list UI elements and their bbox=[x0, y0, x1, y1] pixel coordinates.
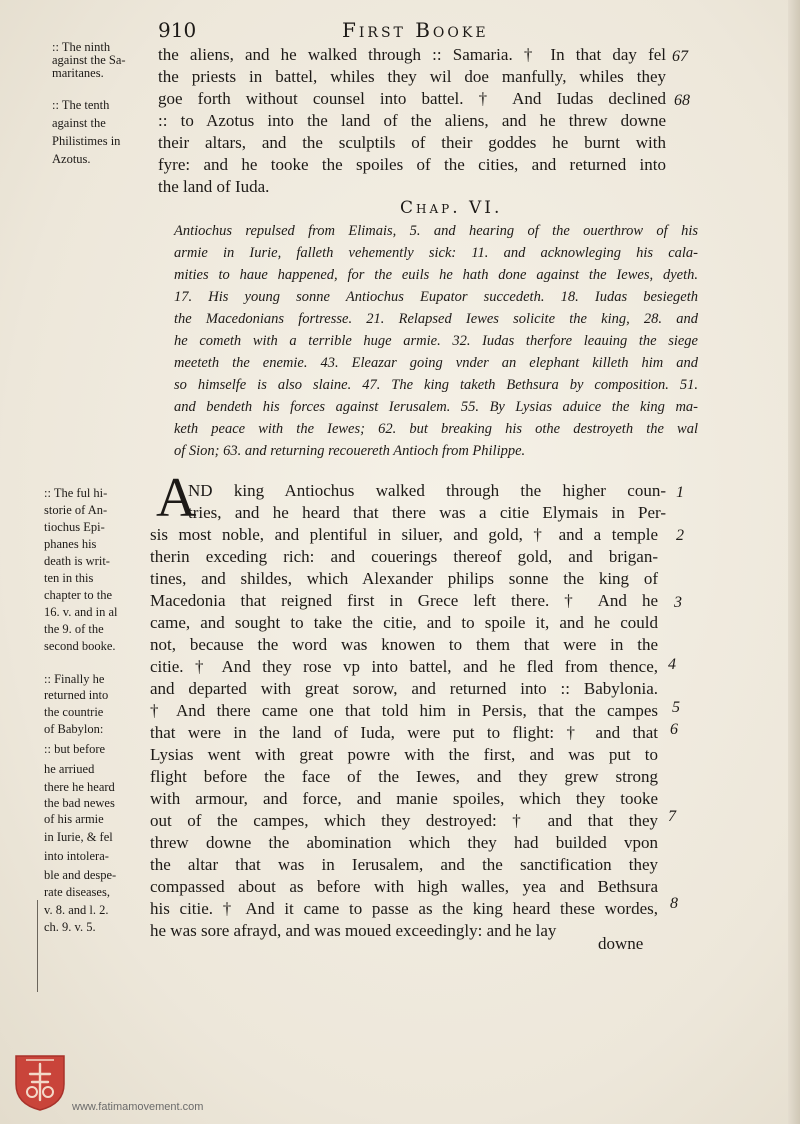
summary-line: the Macedonians fortresse. 21. Relapsed Iewes solicite the king, 28. and bbox=[174, 311, 698, 327]
summary-line: armie in Iurie, falleth vehemently sick: 11. and acknowleging his cala- bbox=[174, 245, 698, 261]
body-line: he was sore afrayd, and was moued exceedingly: and he lay bbox=[150, 921, 557, 940]
verse-number: 8 bbox=[670, 895, 678, 912]
margin-note-line: :: The ninth bbox=[52, 40, 111, 54]
body-line: the land of Iuda. bbox=[158, 177, 270, 196]
papal-seal-icon bbox=[12, 1050, 68, 1112]
margin-note-line: of Babylon: bbox=[44, 722, 104, 736]
summary-line: keth peace with the Iewes; 62. but breaking his othe destroyeth the wal bbox=[174, 421, 698, 437]
margin-note-line: in Iurie, & fel bbox=[44, 830, 113, 844]
margin-note-line: :: The ful hi- bbox=[44, 486, 108, 500]
margin-note-line: returned into bbox=[44, 688, 109, 702]
body-line: out of the campes, which they destroyed: † and that they bbox=[150, 811, 658, 830]
body-line: compassed about as before with high walles, yea and Bethsura bbox=[150, 877, 658, 896]
body-line: flight before the face of the Iewes, and they grew strong bbox=[150, 767, 658, 786]
margin-note-line: there he heard bbox=[44, 780, 115, 794]
margin-note-line: :: The tenth bbox=[52, 98, 110, 112]
page-header bbox=[0, 14, 800, 44]
margin-note-line: v. 8. and l. 2. bbox=[44, 903, 109, 917]
margin-note-line: chapter to the bbox=[44, 588, 113, 602]
summary-line: of Sion; 63. and returning recouereth Antioch from Philippe. bbox=[174, 443, 526, 459]
margin-note-line: death is writ- bbox=[44, 554, 110, 568]
margin-note-line: Philistimes in bbox=[52, 134, 121, 148]
body-line: citie. † And they rose vp into battel, and he fled from thence, bbox=[150, 657, 658, 676]
margin-note-line: of his armie bbox=[44, 812, 104, 826]
body-line: tines, and shildes, which Alexander philips sonne the king of bbox=[150, 569, 658, 588]
body-line: † And there came one that told him in Persis, that the campes bbox=[150, 701, 658, 720]
book-spine-edge bbox=[788, 0, 800, 1124]
body-line: came, and sought to take the citie, and to spoile it, and he could bbox=[150, 613, 658, 632]
body-line: his citie. † And it came to passe as the king heard these wordes, bbox=[150, 899, 658, 918]
drop-cap: A bbox=[156, 467, 197, 529]
margin-note-line: phanes his bbox=[44, 537, 97, 551]
margin-note-line: against the Sa- bbox=[52, 53, 126, 67]
verse-number: 5 bbox=[672, 699, 680, 716]
page-number: 910 bbox=[158, 18, 197, 42]
summary-line: he cometh with a terrible huge armie. 32. Iudas therfore leauing the siege bbox=[174, 333, 698, 349]
catchword: downe bbox=[598, 934, 644, 953]
margin-note-line: maritanes. bbox=[52, 66, 104, 80]
body-line: not, because the word was knowen to them that were in the bbox=[150, 635, 658, 654]
summary-line: so himselfe is also slaine. 47. The king taketh Bethsura by composition. 51. bbox=[174, 377, 698, 393]
margin-note-line: rate diseases, bbox=[44, 885, 110, 899]
body-line: tries, and he heard that there was a citie Elymais in Per- bbox=[188, 503, 666, 522]
watermark-url: www.fatimamovement.com bbox=[72, 1101, 204, 1113]
margin-note-line: second booke. bbox=[44, 639, 116, 653]
margin-note-line: tiochus Epi- bbox=[44, 520, 105, 534]
summary-line: mities to haue happened, for the euils he hath done against the Iewes, dyeth. bbox=[174, 267, 698, 283]
body-line: Lysias went with great powre with the first, and was put to bbox=[150, 745, 658, 764]
margin-note-line: the bad newes bbox=[44, 796, 115, 810]
margin-note-line: into intolera- bbox=[44, 849, 109, 863]
margin-note-line: storie of An- bbox=[44, 503, 108, 517]
summary-line: meeteth the enemie. 43. Eleazar going vnder an elephant killeth him and bbox=[174, 355, 698, 371]
summary-line: 17. His young sonne Antiochus Eupator succedeth. 18. Iudas besiegeth bbox=[174, 289, 698, 305]
running-head: First Booke bbox=[342, 18, 489, 42]
body-line: sis most noble, and plentiful in siluer, and gold, † and a temple bbox=[150, 525, 658, 544]
verse-number: 68 bbox=[674, 92, 690, 109]
body-line: the priests in battel, whiles they wil doe manfully, whiles they bbox=[158, 67, 666, 86]
body-line: that were in the land of Iuda, were put to flight: † and that bbox=[150, 723, 658, 742]
verse-number: 6 bbox=[670, 721, 678, 738]
margin-note-line: ch. 9. v. 5. bbox=[44, 920, 96, 934]
margin-note-line: the countrie bbox=[44, 705, 104, 719]
body-line: therin exceding rich: and couerings thereof gold, and brigan- bbox=[150, 547, 658, 566]
body-line: threw downe the abomination which they had builded vpon bbox=[150, 833, 658, 852]
verse-number: 2 bbox=[676, 527, 684, 544]
margin-note-line: ten in this bbox=[44, 571, 94, 585]
body-line: with armour, and force, and manie spoiles, which they tooke bbox=[150, 789, 658, 808]
body-line: fyre: and he tooke the spoiles of the cities, and returned into bbox=[158, 155, 666, 174]
verse-number: 7 bbox=[668, 808, 676, 825]
body-line: goe forth without counsel into battel. † And Iudas declined bbox=[158, 89, 666, 108]
verse-number: 3 bbox=[674, 594, 682, 611]
margin-note-line: he arriued bbox=[44, 762, 95, 776]
verse-number: 4 bbox=[668, 656, 676, 673]
body-line: :: to Azotus into the land of the aliens, and he threw downe bbox=[158, 111, 666, 130]
verse-number: 67 bbox=[672, 48, 688, 65]
margin-note-line: :: but before bbox=[44, 742, 106, 756]
summary-line: and bendeth his forces against Ierusalem. 55. By Lysias aduice the king ma- bbox=[174, 399, 698, 415]
body-line: and departed with great sorow, and returned into :: Babylonia. bbox=[150, 679, 658, 698]
body-line: the altar that was in Ierusalem, and the sanctification they bbox=[150, 855, 658, 874]
margin-note-line: against the bbox=[52, 116, 106, 130]
chapter-heading: Chap. VI. bbox=[400, 198, 503, 218]
margin-note-line: the 9. of the bbox=[44, 622, 104, 636]
margin-note-line: ble and despe- bbox=[44, 868, 117, 882]
body-line: Macedonia that reigned first in Grece left there. † And he bbox=[150, 591, 658, 610]
margin-rule bbox=[37, 900, 38, 992]
verse-number: 1 bbox=[676, 484, 684, 501]
summary-line: Antiochus repulsed from Elimais, 5. and hearing of the ouerthrow of his bbox=[174, 223, 698, 239]
body-line: the aliens, and he walked through :: Samaria. † In that day fel bbox=[158, 45, 666, 64]
margin-note-line: :: Finally he bbox=[44, 672, 105, 686]
body-line: their altars, and the sculptils of their goddes he burnt with bbox=[158, 133, 666, 152]
body-line: ND king Antiochus walked through the higher coun- bbox=[188, 481, 666, 500]
margin-note-line: Azotus. bbox=[52, 152, 91, 166]
margin-note-line: 16. v. and in al bbox=[44, 605, 118, 619]
